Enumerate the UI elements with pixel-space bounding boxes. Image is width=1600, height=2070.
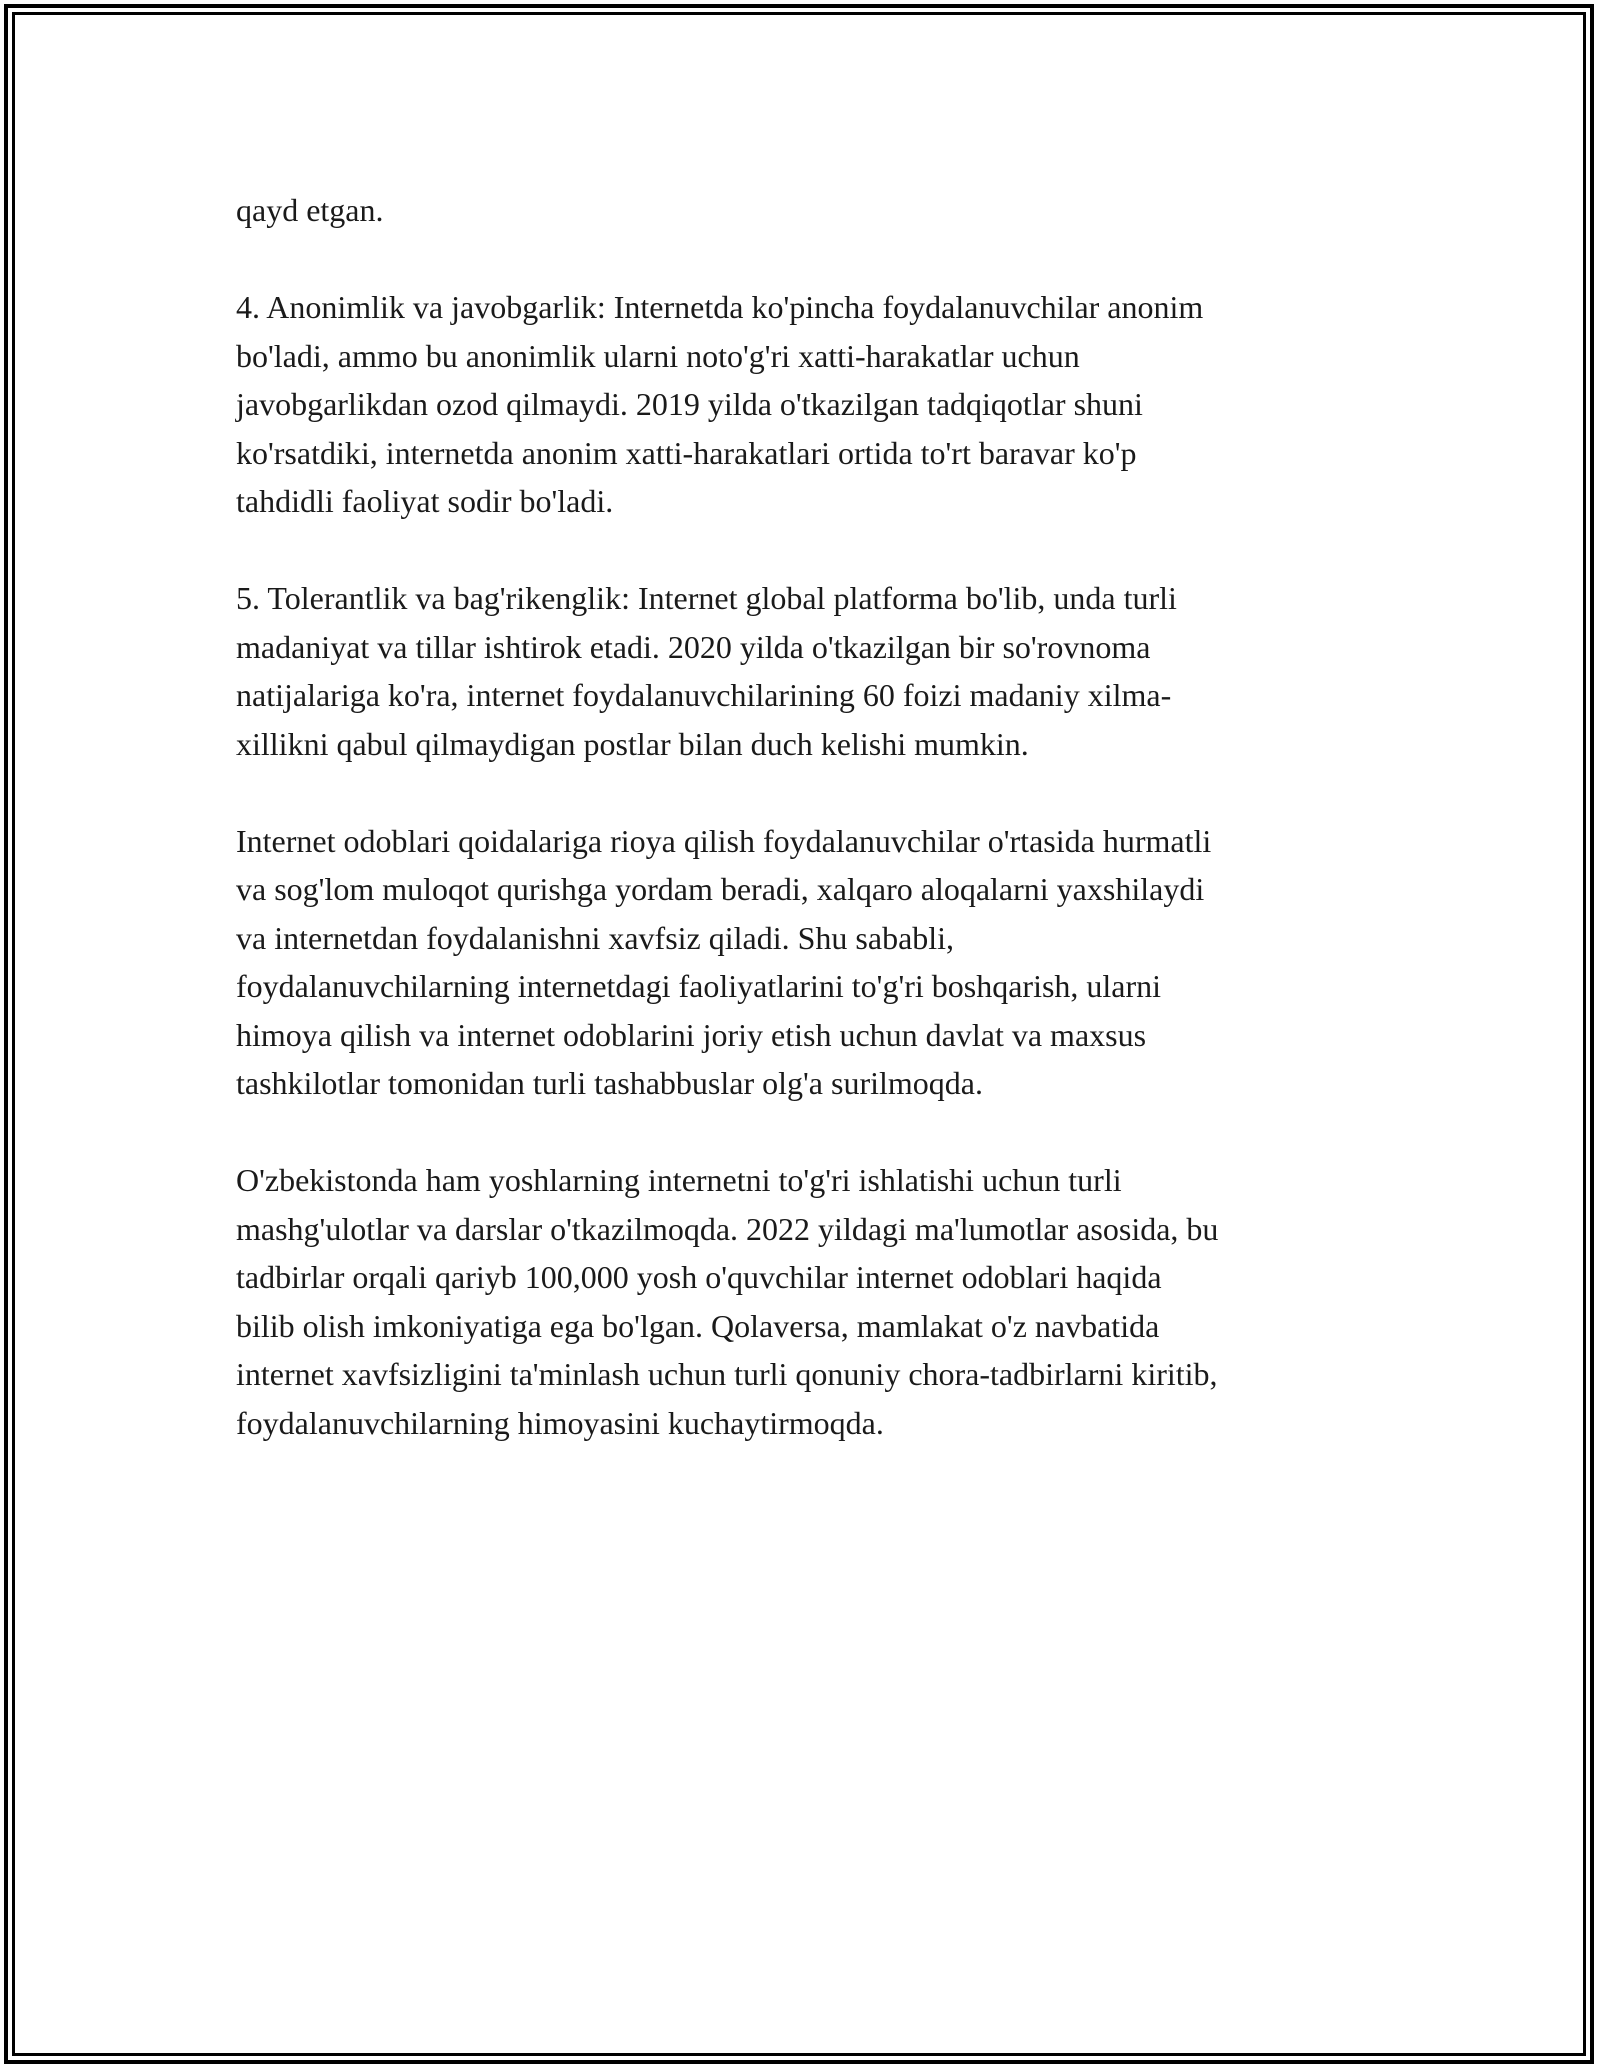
text-line: javobgarlikdan ozod qilmaydi. 2019 yilda o'tkazilgan tadqiqotlar shuni <box>236 386 1143 422</box>
text-line: 4. Anonimlik va javobgarlik: Internetda ko'pincha foydalanuvchilar anonim <box>236 289 1204 325</box>
paragraph-tolerance <box>236 574 1376 768</box>
text-line: Internet odoblari qoidalariga rioya qilish foydalanuvchilar o'rtasida hurmatli <box>236 822 1212 859</box>
text-line: foydalanuvchilarning himoyasini kuchaytirmoqda. <box>236 1404 884 1441</box>
text-line: bilib olish imkoniyatiga ega bo'lgan. Qolaversa, mamlakat o'z navbatida <box>236 1307 1160 1344</box>
text-line: O'zbekistonda ham yoshlarning internetni to'g'ri ishlatishi uchun turli <box>236 1162 1122 1198</box>
text-line: ko'rsatdiki, internetda anonim xatti-harakatlari ortida to'rt baravar ko'p <box>236 434 1137 471</box>
text-line: tadbirlar orqali qariyb 100,000 yosh o'quvchilar internet odoblari haqida <box>236 1259 1162 1295</box>
text-line: va sog'lom muloqot qurishga yordam beradi, xalqaro aloqalarni yaxshilaydi <box>236 871 1205 907</box>
paragraph-spacer <box>236 768 1376 817</box>
text-line: bo'ladi, ammo bu anonimlik ularni noto'g'ri xatti-harakatlar uchun <box>236 337 1080 374</box>
paragraph-uzbekistan <box>236 1156 1376 1447</box>
text-line: tashkilotlar tomonidan turli tashabbuslar olg'a surilmoqda. <box>236 1065 983 1101</box>
paragraph-spacer <box>236 526 1376 575</box>
document-body <box>236 186 1376 1447</box>
paragraph-etiquette-rules <box>236 817 1376 1108</box>
text-line: tahdidli faoliyat sodir bo'ladi. <box>236 483 614 519</box>
text-line: 5. Tolerantlik va bag'rikenglik: Internet global platforma bo'lib, unda turli <box>236 580 1177 616</box>
paragraph-anonymity <box>236 283 1376 526</box>
paragraph-spacer <box>236 1108 1376 1157</box>
text-line: natijalariga ko'ra, internet foydalanuvchilarining 60 foizi madaniy xilma- <box>236 677 1172 713</box>
text-line: madaniyat va tillar ishtirok etadi. 2020 yilda o'tkazilgan bir so'rovnoma <box>236 628 1151 665</box>
paragraph-spacer <box>236 235 1376 284</box>
text-line: foydalanuvchilarning internetdagi faoliyatlarini to'g'ri boshqarish, ularni <box>236 968 1162 1004</box>
text-line: mashg'ulotlar va darslar o'tkazilmoqda. 2022 yildagi ma'lumotlar asosida, bu <box>236 1210 1219 1247</box>
paragraph-continuation <box>236 186 1376 235</box>
text-line: va internetdan foydalanishni xavfsiz qiladi. Shu sababli, <box>236 919 955 956</box>
text-line: xillikni qabul qilmaydigan postlar bilan duch kelishi mumkin. <box>236 725 1029 762</box>
text-line: qayd etgan. <box>236 192 384 228</box>
text-line: internet xavfsizligini ta'minlash uchun turli qonuniy chora-tadbirlarni kiritib, <box>236 1356 1218 1392</box>
text-line: himoya qilish va internet odoblarini joriy etish uchun davlat va maxsus <box>236 1016 1147 1053</box>
